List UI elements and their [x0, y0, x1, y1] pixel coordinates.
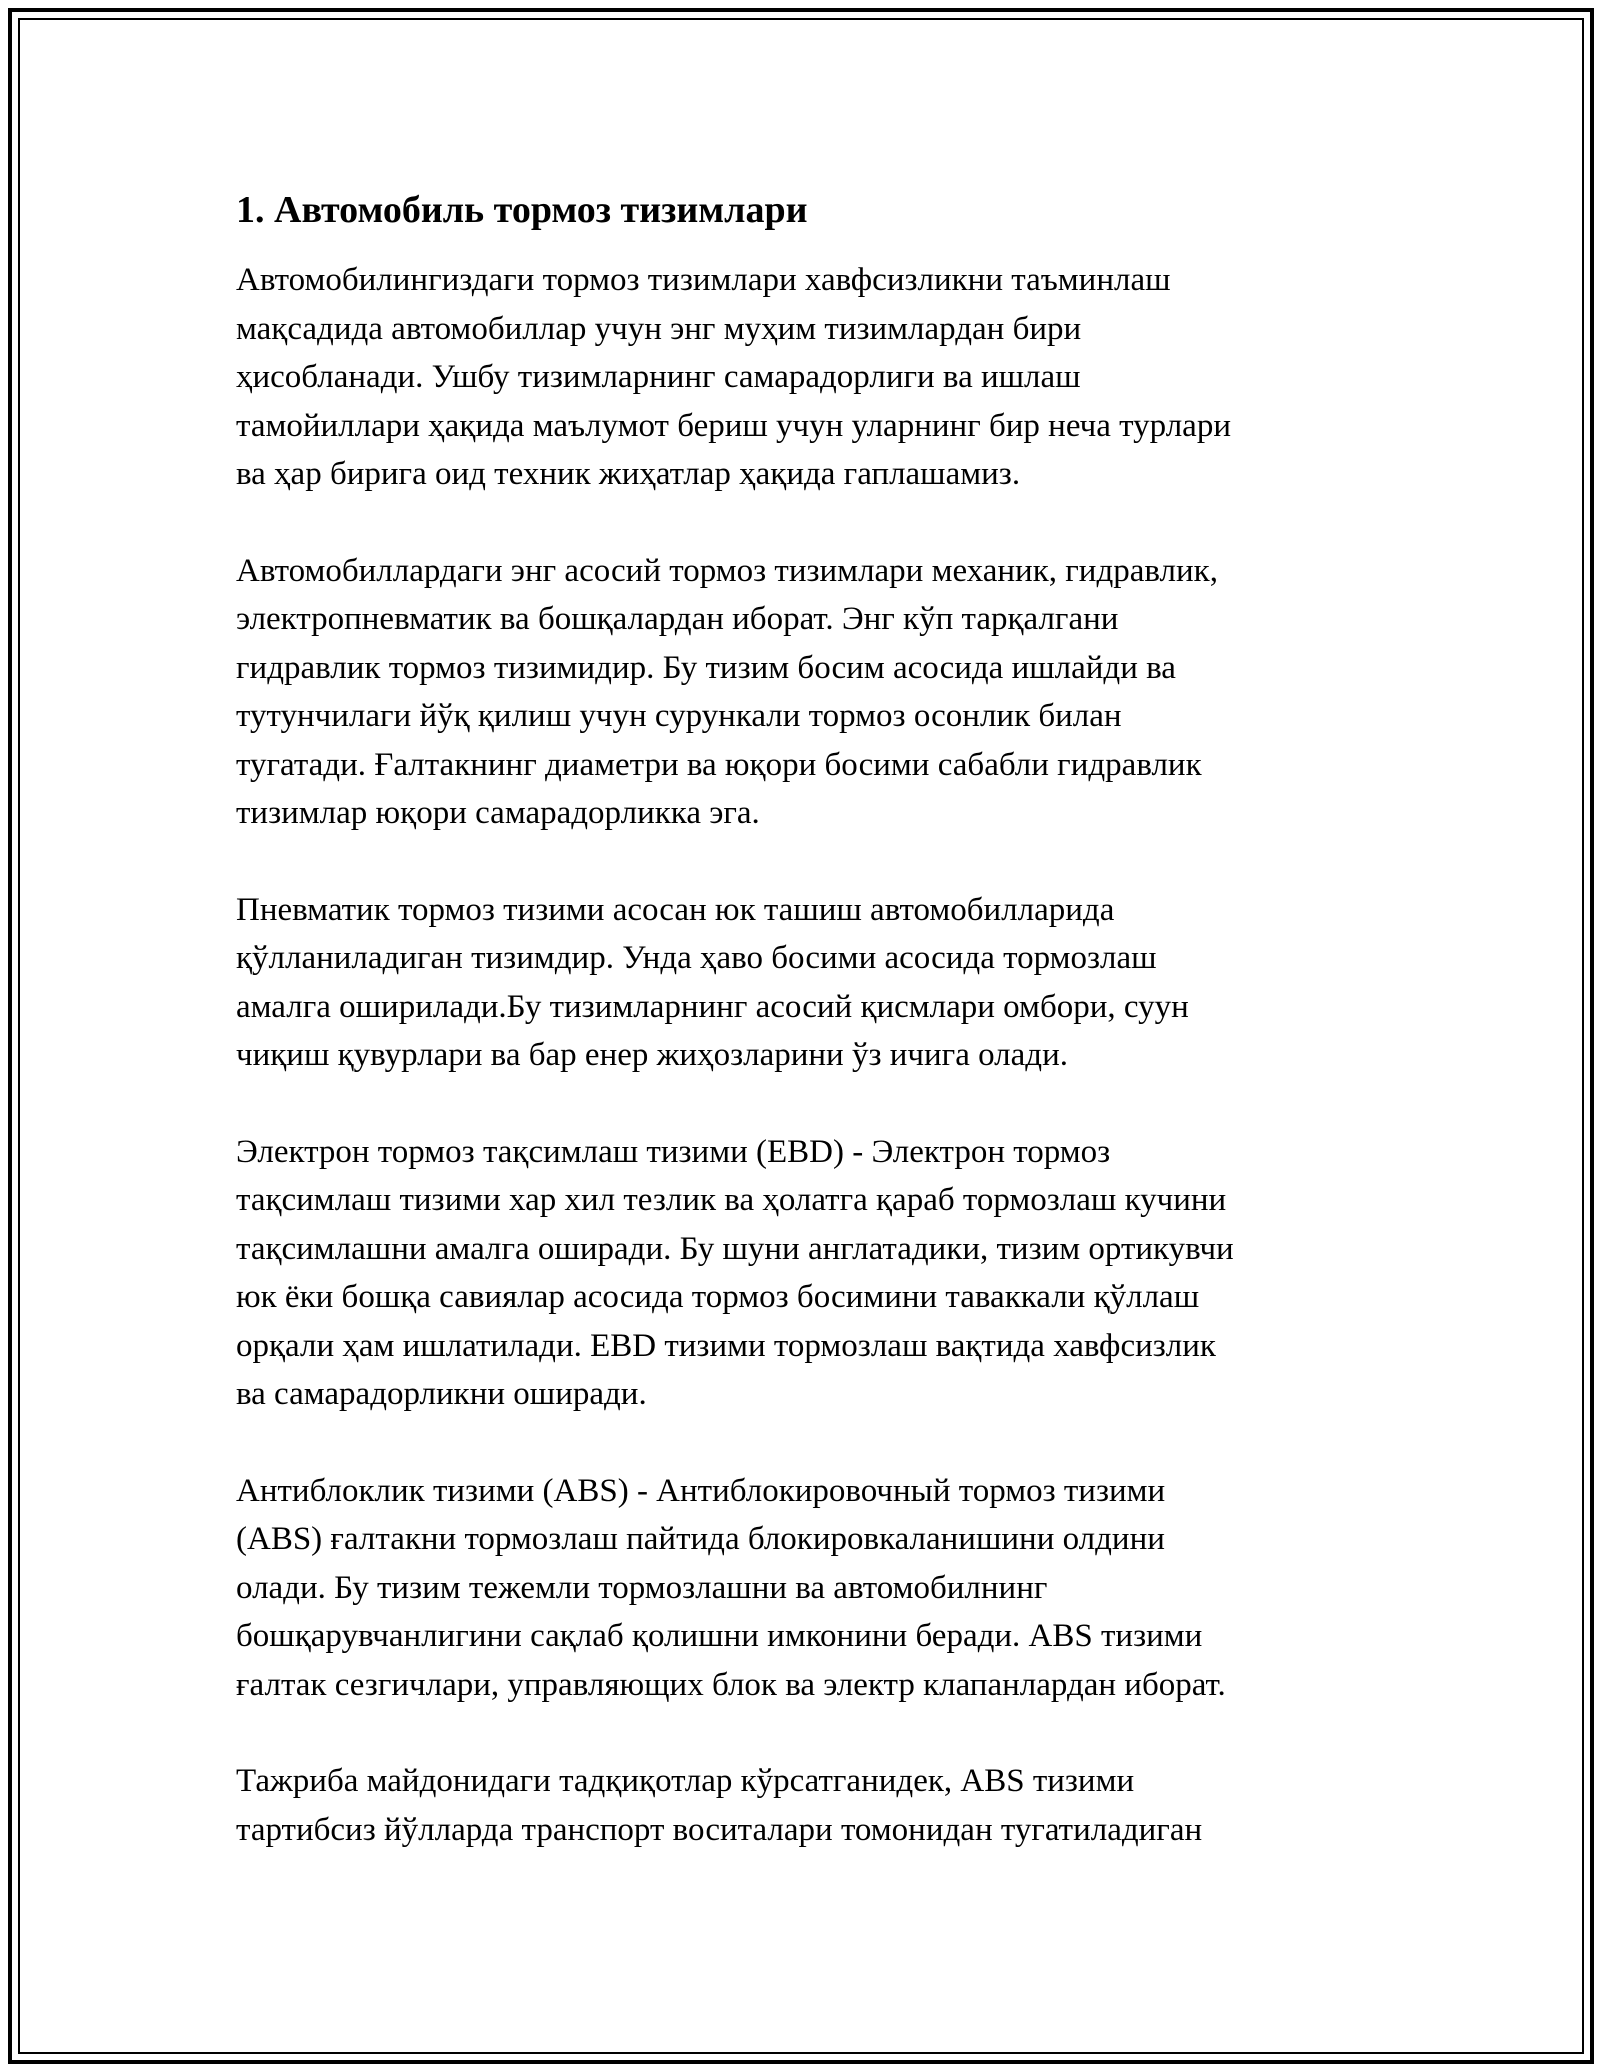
section-heading: 1. Автомобиль тормоз тизимлари	[236, 189, 808, 231]
text-line: чиқиш қувурлари ва бар енер жиҳозларини ўз ичига олади.	[236, 1037, 1068, 1073]
text-line: тақсимлаш тизими хар хил тезлик ва ҳолатга қараб тормозлаш кучини	[236, 1182, 1227, 1218]
paragraph-ebd	[236, 1128, 1366, 1419]
text-line: мақсадида автомобиллар учун энг муҳим тизимлардан бири	[236, 310, 1082, 347]
paragraph-research	[236, 1757, 1366, 1854]
text-line: Пневматик тормоз тизими асосан юк ташиш автомобилларида	[236, 891, 1115, 928]
text-line: амалга оширилади.Бу тизимларнинг асосий қисмлари омбори, суун	[236, 988, 1189, 1025]
text-line: ва ҳар бирига оид техник жиҳатлар ҳақида гаплашамиз.	[236, 456, 1021, 492]
text-line: гидравлик тормоз тизимидир. Бу тизим босим асосида ишлайди ва	[236, 649, 1176, 686]
text-line: юк ёки бошқа савиялар асосида тормоз босимини таваккали қўллаш	[236, 1279, 1200, 1315]
text-line: тугатади. Ғалтакнинг диаметри ва юқори босими сабабли гидравлик	[236, 746, 1202, 783]
text-line: тутунчилаги йўқ қилиш учун сурункали тормоз осонлик билан	[236, 698, 1122, 734]
text-line: тақсимлашни амалга оширади. Бу шуни англатадики, тизим ортикувчи	[236, 1230, 1234, 1267]
text-line: Антиблоклик тизими (ABS) - Антиблокировочный тормоз тизими	[236, 1472, 1166, 1509]
text-line: тартибсиз йўлларда транспорт воситалари томонидан тугатиладиган	[236, 1811, 1203, 1848]
text-line: олади. Бу тизим тежемли тормозлашни ва автомобилнинг	[236, 1569, 1048, 1606]
paragraph-hydraulic	[236, 547, 1366, 838]
text-line: тамойиллари ҳақида маълумот бериш учун уларнинг бир неча турлари	[236, 407, 1231, 444]
text-line: орқали ҳам ишлатилади. EBD тизими тормозлаш вақтида хавфсизлик	[236, 1327, 1216, 1364]
text-line: электропневматик ва бошқалардан иборат. Энг кўп тарқалгани	[236, 601, 1119, 637]
text-line: қўлланиладиган тизимдир. Унда ҳаво босими асосида тормозлаш	[236, 940, 1157, 976]
text-line: Электрон тормоз тақсимлаш тизими (EBD) - Электрон тормоз	[236, 1133, 1111, 1170]
text-line: тизимлар юқори самарадорликка эга.	[236, 795, 760, 831]
text-line: ҳисобланади. Ушбу тизимларнинг самарадорлиги ва ишлаш	[236, 359, 1081, 395]
paragraph-pneumatic	[236, 886, 1366, 1080]
text-line: (ABS) ғалтакни тормозлаш пайтида блокировкаланишини олдини	[236, 1521, 1165, 1557]
text-line: Автомобиллардаги энг асосий тормоз тизимлари механик, гидравлик,	[236, 552, 1218, 589]
paragraph-intro	[236, 256, 1366, 499]
paragraph-abs	[236, 1467, 1366, 1710]
text-line: ғалтак сезгичлари, управляющих блок ва электр клапанлардан иборат.	[236, 1666, 1226, 1703]
text-line: Тажриба майдонидаги тадқиқотлар кўрсатганидек, ABS тизими	[236, 1763, 1135, 1799]
text-line: ва самарадорликни оширади.	[236, 1376, 647, 1412]
text-line: Автомобилингиздаги тормоз тизимлари хавфсизликни таъминлаш	[236, 262, 1171, 298]
document-body	[236, 186, 1366, 1902]
text-line: бошқарувчанлигини сақлаб қолишни имконини беради. ABS тизими	[236, 1618, 1203, 1654]
